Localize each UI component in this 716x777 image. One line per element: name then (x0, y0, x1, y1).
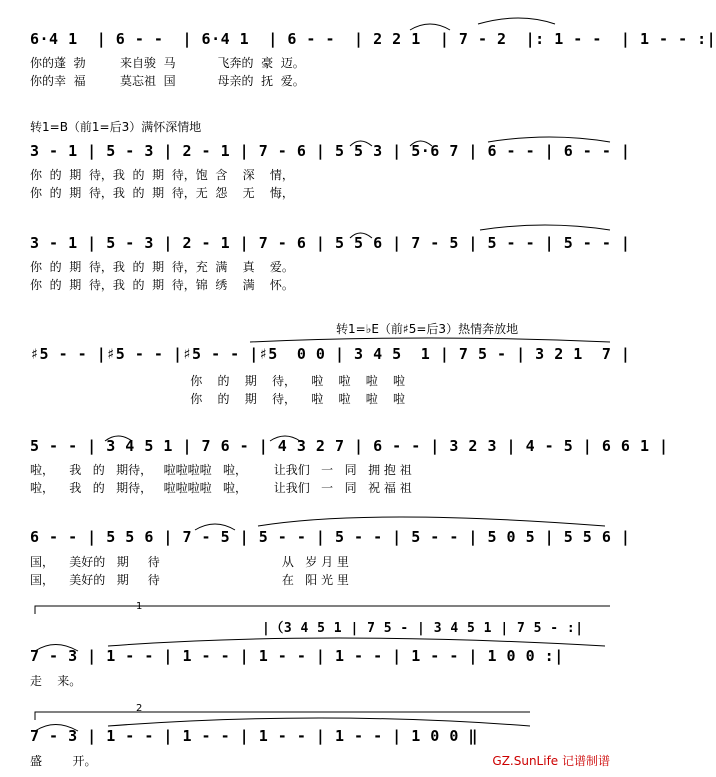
volta-2-label: 2 (136, 703, 143, 714)
score-row-8-notes: 7 - 3 | 1 - - | 1 - - | 1 - - | 1 - - | 1 0 0 ‖ (30, 727, 478, 745)
score-row-5-notes: 5 - - | 3 4 5 1 | 7 6 - | 4 3 2 7 | 6 - - | 3 2 3 | 4 - 5 | 6 6 1 | (30, 437, 669, 455)
score-row-4-notes: ♯5 - - |♯5 - - |♯5 - - |♯5 0 0 | 3 4 5 1 | 7 5 - | 3 2 1 7 | (30, 345, 631, 363)
score-row-7-lyric-1: 走 来。 (30, 674, 82, 688)
repeat-instrumental-notes: |（3 4 5 1 | 7 5 - | 3 4 5 1 | 7 5 - :| (262, 621, 584, 636)
credit-text: GZ.SunLife 记谱制谱 (492, 754, 610, 768)
score-row-6-notes: 6 - - | 5 5 6 | 7 - 5 | 5 - - | 5 - - | 5 - - | 5 0 5 | 5 5 6 | (30, 528, 631, 546)
score-row-7-notes: 7 - 3 | 1 - - | 1 - - | 1 - - | 1 - - | 1 - - | 1 0 0 :| (30, 647, 564, 665)
score-row-1-lyric-1: 你的蓬 勃 来自骏 马 飞奔的 豪 迈。 (30, 56, 305, 70)
score-row-8-lyric-1: 盛 开。 (30, 754, 97, 768)
score-row-6-lyric-2: 国， 美好的 期 待 在 阳 光 里 (30, 573, 349, 587)
score-row-1-notes: 6·4 1 | 6 - - | 6·4 1 | 6 - - | 2 2 1 | 7 - 2 |: 1 - - | 1 - - :| (30, 30, 716, 48)
score-row-5-lyric-1: 啦， 我 的 期待， 啦啦啦啦 啦， 让我们 一 同 拥 抱 祖 (30, 463, 412, 477)
score-row-6-lyric-1: 国， 美好的 期 待 从 岁 月 里 (30, 555, 349, 569)
score-row-2-lyric-2: 你 的 期 待，我 的 期 待，无 怨 无 悔， (30, 186, 294, 200)
score-row-3-notes: 3 - 1 | 5 - 3 | 2 - 1 | 7 - 6 | 5 5 6 | 7 - 5 | 5 - - | 5 - - | (30, 234, 631, 252)
volta-1-label: 1 (136, 601, 143, 612)
score-row-4-lyric-2: 你 的 期 待， 啦 啦 啦 啦 (30, 392, 406, 406)
score-row-3-lyric-2: 你 的 期 待，我 的 期 待，锦 绣 满 怀。 (30, 278, 294, 292)
score-row-4-lyric-1: 你 的 期 待， 啦 啦 啦 啦 (30, 374, 406, 388)
score-row-2-lyric-1: 你 的 期 待，我 的 期 待，饱 含 深 情， (30, 168, 294, 182)
score-row-1-lyric-2: 你的幸 福 莫忘祖 国 母亲的 抚 爱。 (30, 74, 305, 88)
score-row-5-lyric-2: 啦， 我 的 期待， 啦啦啦啦 啦， 让我们 一 同 祝 福 祖 (30, 481, 412, 495)
key-change-header-2: 转1=♭E（前♯5=后3）热情奔放地 (336, 322, 519, 336)
score-row-2-notes: 3 - 1 | 5 - 3 | 2 - 1 | 7 - 6 | 5 5 3 | 5·6 7 | 6 - - | 6 - - | (30, 142, 631, 160)
score-row-3-lyric-1: 你 的 期 待，我 的 期 待，充 满 真 爱。 (30, 260, 294, 274)
key-change-header-1: 转1=B（前1=后3）满怀深情地 (30, 120, 202, 134)
